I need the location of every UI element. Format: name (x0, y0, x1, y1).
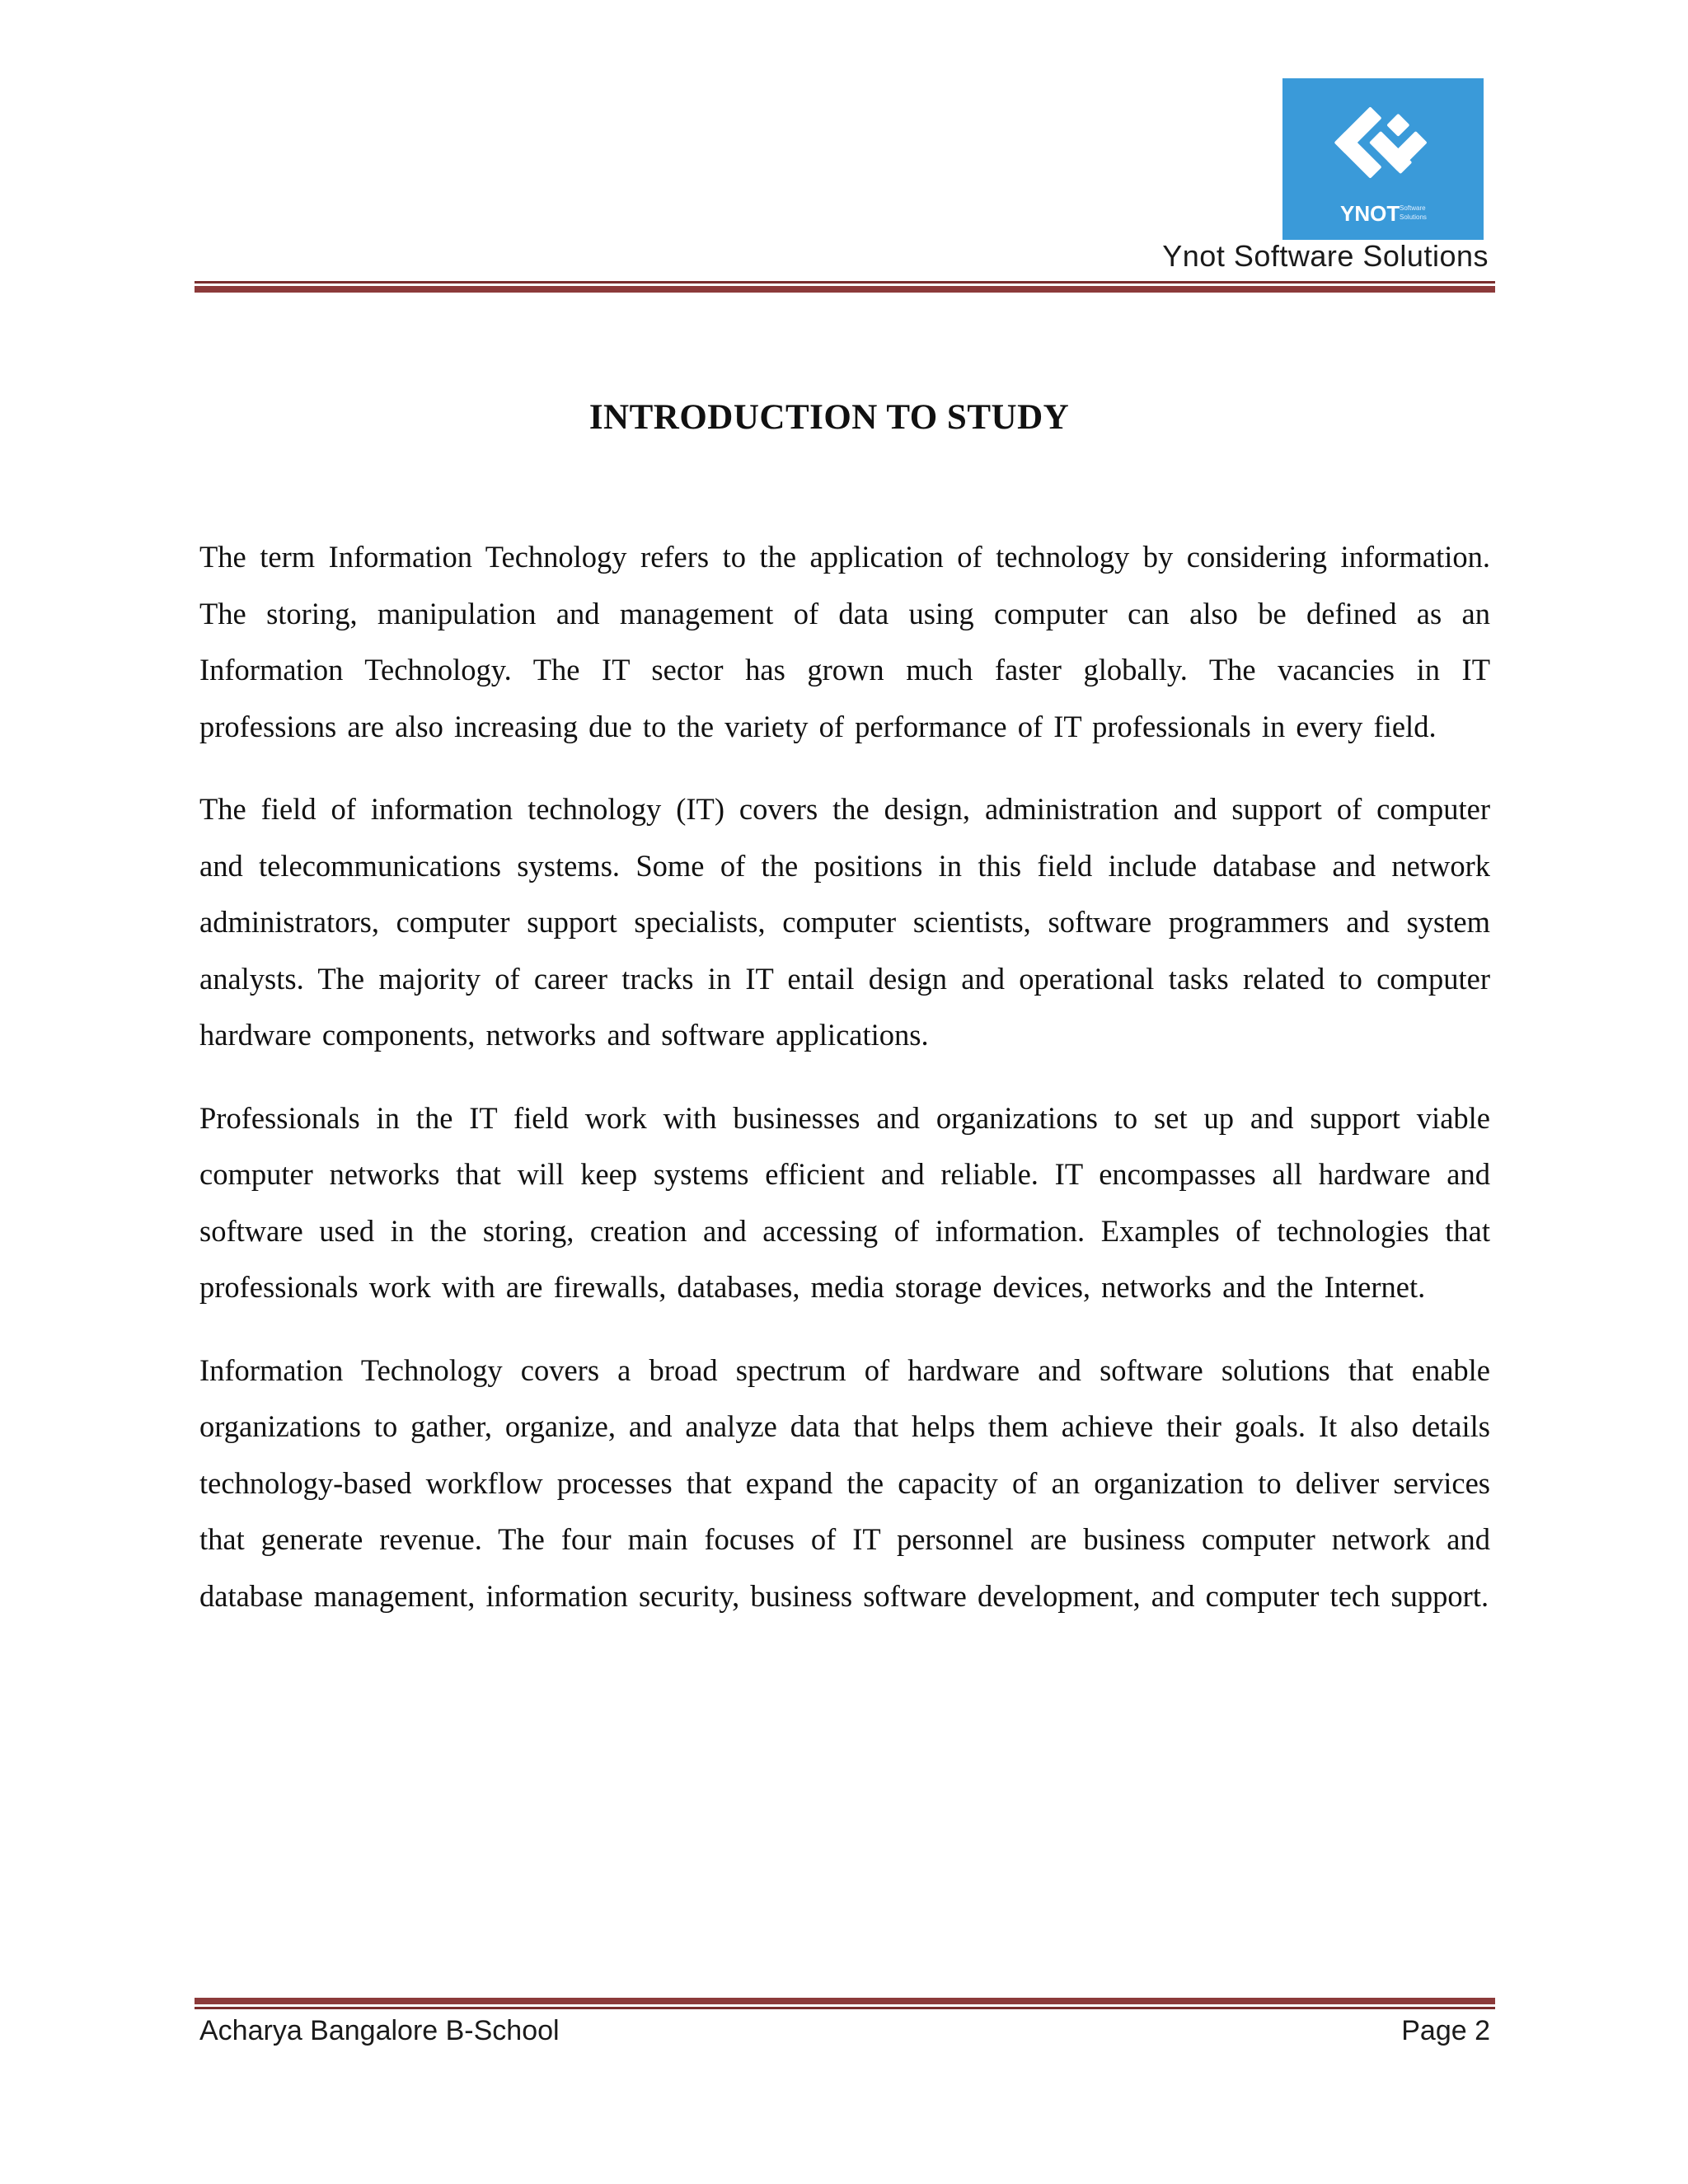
logo-brand-text: YNOT (1340, 201, 1400, 226)
body-content (199, 529, 1490, 1651)
footer-divider-thin (195, 2007, 1495, 2009)
paragraph-2: The field of information technology (IT) covers the design, administration and support of computer and telecommunications systems. Some of the positions in this field include database and network administrators, computer support specialists, computer scientists, software programmers and system analysts. The majority of career tracks in IT entail design and operational tasks related to computer hardware components, networks and software applications. (199, 792, 1490, 1052)
logo-tagline-1: Software (1400, 204, 1426, 212)
page-title: INTRODUCTION TO STUDY (588, 398, 1070, 437)
footer-divider (195, 1998, 1495, 2009)
paragraph-4: Information Technology covers a broad spectrum of hardware and software solutions that enable organizations to gather, organize, and analyze data that helps them achieve their goals. It also details technology-based workflow processes that expand the capacity of an organization to deliver services that generate revenue. The four main focuses of IT personnel are business computer network and database management, information security, business software development, and computer tech support. (199, 1352, 1490, 1613)
footer-divider-thick (195, 1998, 1495, 2004)
footer-page-number: Page 2 (1401, 2015, 1490, 2046)
paragraph-1: The term Information Technology refers to the application of technology by considering information. The storing, manipulation and management of data using computer can also be defined as an Information Technology. The IT sector has grown much faster globally. The vacancies in IT professions are also increasing due to the variety of performance of IT professionals in every field. (199, 540, 1490, 743)
footer-school-name: Acharya Bangalore B-School (199, 2015, 560, 2046)
ynot-logo-icon (1282, 78, 1484, 240)
header-divider (195, 281, 1495, 293)
logo-tagline-2: Solutions (1400, 213, 1427, 221)
paragraph-3: Professionals in the IT field work with businesses and organizations to set up and support viable computer networks that will keep systems efficient and reliable. IT encompasses all hardware and software used in the storing, creation and accessing of information. Examples of technologies that professionals work with are firewalls, databases, media storage devices, networks and the Internet. (199, 1100, 1490, 1304)
header-divider-thick (195, 286, 1495, 293)
header-company-name: Ynot Software Solutions (1162, 239, 1489, 273)
header-divider-thin (195, 281, 1495, 284)
